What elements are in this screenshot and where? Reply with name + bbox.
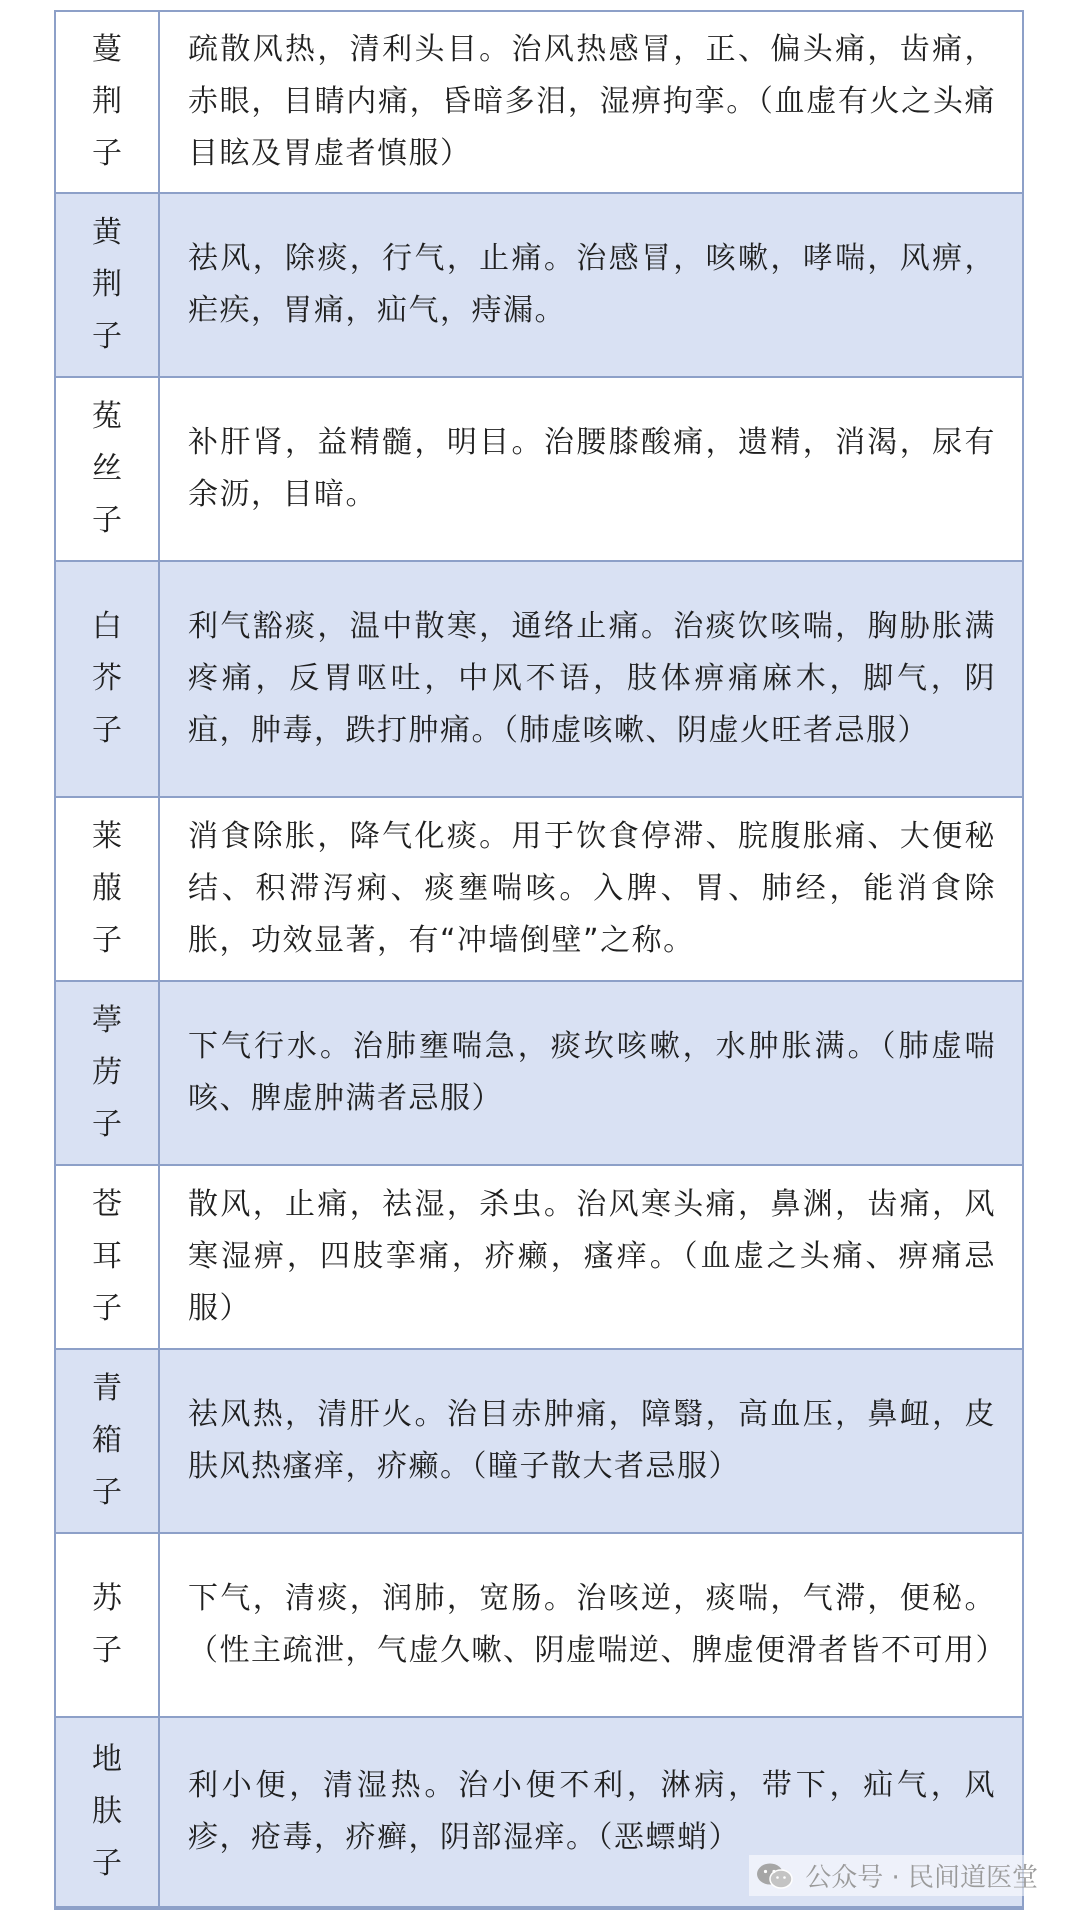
table-row: [55, 377, 1023, 561]
table-row: [55, 1533, 1023, 1717]
herb-name-char: 菟: [92, 399, 122, 434]
herb-name-char: 荆: [92, 84, 122, 119]
herb-name-char: 莱: [92, 819, 122, 854]
herb-name-char: 白: [92, 609, 122, 644]
herb-name-char: 地: [92, 1742, 122, 1777]
herb-name-cell: [55, 377, 159, 561]
herb-name-char: 青: [92, 1371, 122, 1406]
herb-name-char: 苍: [92, 1187, 122, 1222]
herb-table-body: [55, 11, 1023, 1907]
herb-name-cell: [55, 561, 159, 797]
watermark-text: 公众号 · 民间道医堂: [805, 1863, 1038, 1893]
herb-name-char: 子: [92, 713, 122, 748]
herb-name-cell: [55, 981, 159, 1165]
herb-description: 疏散风热，清利头目。治风热感冒，正、偏头痛，齿痛，赤眼，目睛内痛，昏暗多泪，湿痹拘挛。（血虚有火之头痛目眩及胃虚者慎服）: [159, 11, 1023, 193]
herb-description: 祛风，除痰，行气，止痛。治感冒，咳嗽，哮喘，风痹，疟疾，胃痛，疝气，痔漏。: [159, 193, 1023, 377]
table-row: [55, 11, 1023, 193]
herb-name-char: 子: [92, 1633, 122, 1668]
herb-name-cell: [55, 1717, 159, 1907]
table-row: [55, 1165, 1023, 1349]
herb-name-char: 菔: [92, 871, 122, 906]
herb-description: 散风，止痛，祛湿，杀虫。治风寒头痛，鼻渊，齿痛，风寒湿痹，四肢挛痛，疥癞，瘙痒。（血虚之头痛、痹痛忌服）: [159, 1165, 1023, 1349]
herb-name-char: 蔓: [92, 32, 122, 67]
herb-name-char: 荆: [92, 267, 122, 302]
wechat-icon: [755, 1861, 795, 1891]
watermark: [749, 1855, 1044, 1896]
herb-name-cell: [55, 1165, 159, 1349]
herb-name-char: 子: [92, 1107, 122, 1142]
herb-name-cell: [55, 193, 159, 377]
herb-name-cell: [55, 1349, 159, 1533]
herb-name-cell: [55, 11, 159, 193]
herb-name-char: 子: [92, 923, 122, 958]
herb-name-char: 子: [92, 1475, 122, 1510]
herb-description: 下气行水。治肺壅喘急，痰坎咳嗽，水肿胀满。（肺虚喘咳、脾虚肿满者忌服）: [159, 981, 1023, 1165]
herb-name-char: 丝: [92, 451, 122, 486]
herb-name-char: 肤: [92, 1794, 122, 1829]
herb-name-char: 耳: [92, 1239, 122, 1274]
herb-description: 祛风热，清肝火。治目赤肿痛，障翳，高血压，鼻衄，皮肤风热瘙痒，疥癞。（瞳子散大者忌服）: [159, 1349, 1023, 1533]
herb-description: 下气，清痰，润肺，宽肠。治咳逆，痰喘，气滞，便秘。（性主疏泄，气虚久嗽、阴虚喘逆、脾虚便滑者皆不可用）: [159, 1533, 1023, 1717]
herb-name-char: 苈: [92, 1055, 122, 1090]
herb-name-char: 芥: [92, 661, 122, 696]
herb-name-char: 子: [92, 1846, 122, 1881]
table-row: [55, 1349, 1023, 1533]
herb-table: [54, 10, 1024, 1908]
herb-name-cell: [55, 797, 159, 981]
herb-name-char: 黄: [92, 215, 122, 250]
herb-name-char: 苏: [92, 1581, 122, 1616]
table-row: [55, 193, 1023, 377]
herb-description: 利气豁痰，温中散寒，通络止痛。治痰饮咳喘，胸胁胀满疼痛，反胃呕吐，中风不语，肢体痹痛麻木，脚气，阴疽，肿毒，跌打肿痛。（肺虚咳嗽、阴虚火旺者忌服）: [159, 561, 1023, 797]
herb-name-char: 子: [92, 319, 122, 354]
herb-description: 消食除胀，降气化痰。用于饮食停滞、脘腹胀痛、大便秘结、积滞泻痢、痰壅喘咳。入脾、胃、肺经，能消食除胀，功效显著，有“冲墙倒壁”之称。: [159, 797, 1023, 981]
herb-description: 补肝肾，益精髓，明目。治腰膝酸痛，遗精，消渴，尿有余沥，目暗。: [159, 377, 1023, 561]
herb-name-char: 子: [92, 503, 122, 538]
herb-name-char: 子: [92, 136, 122, 171]
table-row: [55, 561, 1023, 797]
herb-description: 利小便，清湿热。治小便不利，淋病，带下，疝气，风疹，疮毒，疥癣，阴部湿痒。（恶螵蛸）: [159, 1717, 1023, 1907]
table-row: [55, 981, 1023, 1165]
table-row: [55, 797, 1023, 981]
next-row-edge: [54, 1908, 1024, 1918]
herb-name-char: 子: [92, 1291, 122, 1326]
herb-name-char: 葶: [92, 1003, 122, 1038]
herb-name-char: 箱: [92, 1423, 122, 1458]
herb-name-cell: [55, 1533, 159, 1717]
